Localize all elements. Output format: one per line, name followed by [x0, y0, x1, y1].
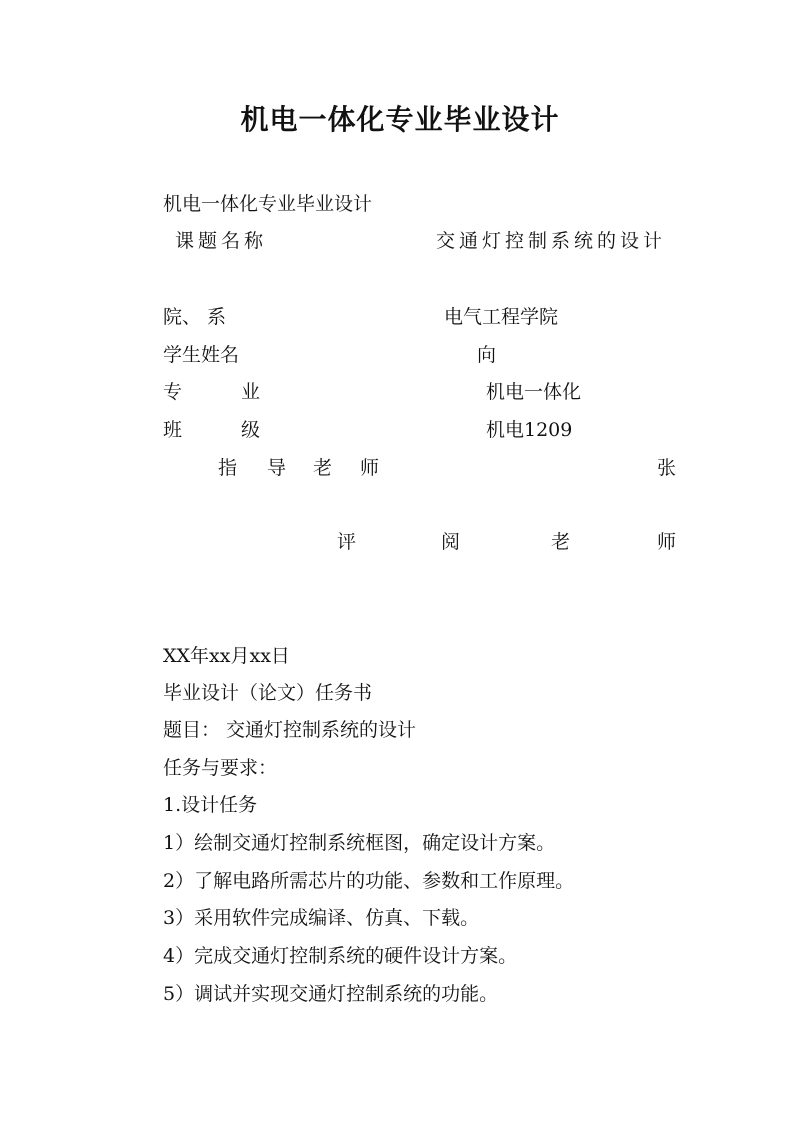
major-label-char-1: 专: [163, 381, 183, 403]
task-book-heading: 毕业设计（论文）任务书: [163, 682, 373, 704]
major-label-char-2: 业: [241, 381, 261, 403]
advisor-value: 张: [657, 457, 677, 479]
section-heading: 1.设计任务: [163, 794, 258, 816]
reviewer-label-char: 老: [551, 531, 571, 553]
list-item: 4）完成交通灯控制系统的硬件设计方案。: [163, 945, 518, 967]
advisor-label-char: 导: [267, 457, 287, 479]
requirements-heading: 任务与要求：: [163, 757, 278, 779]
advisor-label-char: 指: [218, 457, 238, 479]
class-value: 机电1209: [486, 419, 573, 441]
list-item: 3）采用软件完成编译、仿真、下载。: [163, 907, 480, 929]
reviewer-label-char: 评: [337, 531, 357, 553]
list-item: 2）了解电路所需芯片的功能、参数和工作原理。: [163, 870, 575, 892]
student-name-value: 向: [477, 344, 497, 366]
cover-subtitle: 机电一体化专业毕业设计: [163, 193, 373, 215]
topic-value: 交通灯控制系统的设计: [436, 230, 667, 252]
reviewer-label-char: 师: [657, 531, 677, 553]
department-value: 电气工程学院: [444, 306, 559, 328]
class-label-char-1: 班: [163, 419, 183, 441]
task-topic-line: 题目： 交通灯控制系统的设计: [163, 719, 417, 741]
topic-label: 课题名称: [175, 230, 268, 252]
advisor-label-char: 老: [313, 457, 333, 479]
major-value: 机电一体化: [486, 381, 582, 403]
list-item: 5）调试并实现交通灯控制系统的功能。: [163, 983, 499, 1005]
list-item: 1）绘制交通灯控制系统框图，确定设计方案。: [163, 832, 556, 854]
cover-date: XX年xx月xx日: [163, 645, 290, 667]
class-label-char-2: 级: [241, 419, 261, 441]
advisor-label-char: 师: [360, 457, 380, 479]
department-label: 院、 系: [163, 306, 227, 328]
reviewer-label-char: 阅: [441, 531, 461, 553]
document-title: 机电一体化专业毕业设计: [240, 103, 560, 136]
student-name-label: 学生姓名: [163, 344, 240, 366]
